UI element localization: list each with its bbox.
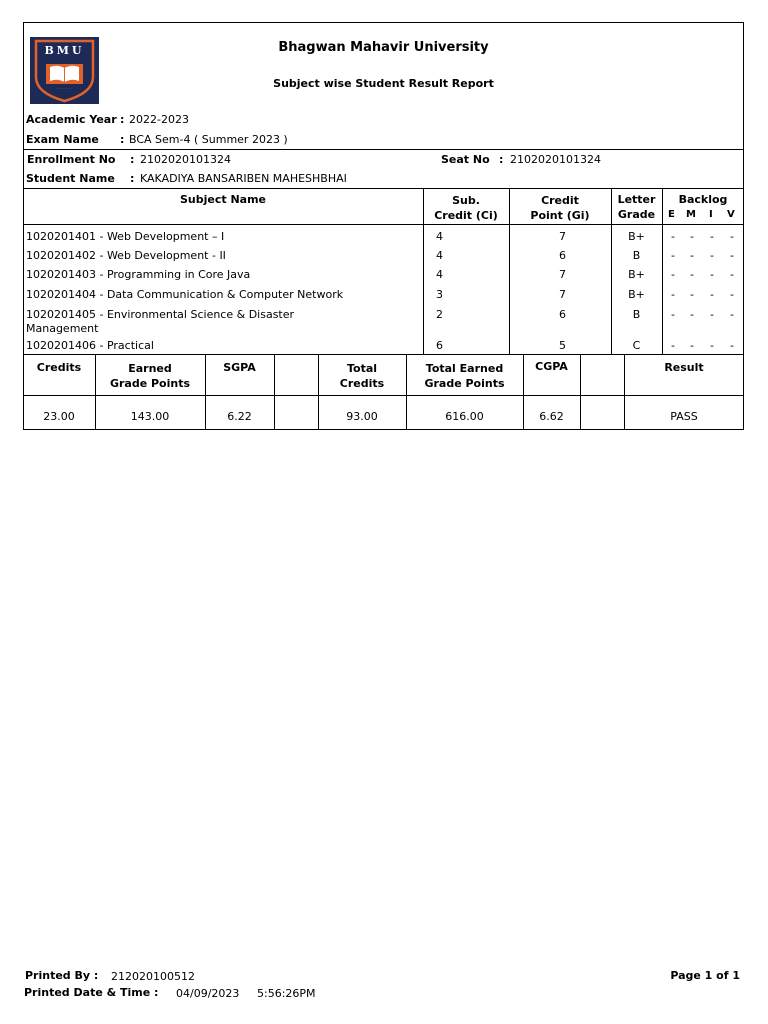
subject-credit: 4 bbox=[436, 249, 443, 262]
backlog-m: - bbox=[690, 339, 694, 352]
credit-point-header bbox=[509, 193, 611, 223]
backlog-i: - bbox=[710, 268, 714, 281]
subject-grade: B+ bbox=[628, 268, 645, 281]
subject-credit-point: 7 bbox=[559, 268, 566, 281]
credit-point-header-line2: Point (Gi) bbox=[530, 209, 590, 222]
svg-text:· · · · · · · ·: · · · · · · · · bbox=[57, 86, 72, 90]
sub-credit-header-line2: Credit (Ci) bbox=[434, 209, 498, 222]
subject-grade: B bbox=[632, 249, 641, 262]
report-title: Subject wise Student Result Report bbox=[273, 77, 494, 90]
exam-name-value: BCA Sem-4 ( Summer 2023 ) bbox=[129, 133, 288, 146]
backlog-e: - bbox=[671, 249, 675, 262]
total-earned-value: 616.00 bbox=[445, 410, 484, 423]
printed-by-value: 212020100512 bbox=[111, 970, 195, 983]
backlog-m: - bbox=[690, 308, 694, 321]
enrollment-value: 2102020101324 bbox=[140, 153, 231, 166]
subject-credit: 4 bbox=[436, 268, 443, 281]
academic-year-label: Academic Year bbox=[26, 113, 117, 126]
sgpa-header: SGPA bbox=[223, 361, 256, 374]
result-header: Result bbox=[664, 361, 704, 374]
total-earned-header bbox=[406, 361, 523, 391]
total-credits-header-line2: Credits bbox=[339, 377, 385, 390]
divider bbox=[580, 354, 581, 430]
colon: : bbox=[120, 133, 125, 146]
academic-year-value: 2022-2023 bbox=[129, 113, 189, 126]
letter-grade-header-line2: Grade bbox=[617, 208, 656, 221]
sgpa-value: 6.22 bbox=[227, 410, 252, 423]
subject-credit: 2 bbox=[436, 308, 443, 321]
subject-name: 1020201404 - Data Communication & Computer Network bbox=[26, 288, 344, 301]
enrollment-label: Enrollment No bbox=[27, 153, 116, 166]
divider bbox=[23, 224, 744, 225]
sub-credit-header bbox=[423, 193, 509, 223]
total-earned-header-line1: Total Earned bbox=[425, 362, 504, 375]
backlog-e: - bbox=[671, 339, 675, 352]
backlog-e: - bbox=[671, 268, 675, 281]
subject-credit-point: 6 bbox=[559, 249, 566, 262]
subject-grade: B bbox=[632, 308, 641, 321]
backlog-m: - bbox=[690, 268, 694, 281]
backlog-v: - bbox=[730, 268, 734, 281]
backlog-i: - bbox=[710, 249, 714, 262]
subject-name: 1020201406 - Practical bbox=[26, 339, 154, 352]
exam-name-label: Exam Name bbox=[26, 133, 99, 146]
colon: : bbox=[130, 172, 135, 185]
earned-grade-points-header bbox=[95, 361, 205, 391]
divider bbox=[23, 188, 744, 189]
backlog-e-header: E bbox=[668, 209, 675, 220]
seat-label: Seat No bbox=[441, 153, 490, 166]
backlog-v-header: V bbox=[727, 209, 735, 220]
colon: : bbox=[120, 113, 125, 126]
sub-credit-header-line1: Sub. bbox=[452, 194, 480, 207]
backlog-m: - bbox=[690, 230, 694, 243]
backlog-v: - bbox=[730, 230, 734, 243]
credits-value: 23.00 bbox=[43, 410, 75, 423]
divider bbox=[23, 149, 744, 150]
letter-grade-header bbox=[611, 192, 662, 222]
total-earned-header-line2: Grade Points bbox=[424, 377, 505, 390]
backlog-i: - bbox=[710, 288, 714, 301]
backlog-i: - bbox=[710, 308, 714, 321]
subject-credit: 3 bbox=[436, 288, 443, 301]
subject-name: 1020201405 - Environmental Science & Disaster bbox=[26, 308, 295, 321]
backlog-m: - bbox=[690, 249, 694, 262]
subject-name: 1020201401 - Web Development – I bbox=[26, 230, 225, 243]
subject-name-header: Subject Name bbox=[179, 193, 267, 206]
backlog-v: - bbox=[730, 339, 734, 352]
backlog-i-header: I bbox=[709, 209, 713, 220]
subject-name-continued: Management bbox=[26, 322, 99, 335]
earned-grade-points-value: 143.00 bbox=[130, 410, 170, 423]
printed-date-value: 04/09/2023 bbox=[176, 987, 240, 1000]
backlog-i: - bbox=[710, 230, 714, 243]
university-name: Bhagwan Mahavir University bbox=[278, 40, 489, 55]
subject-grade: B+ bbox=[628, 230, 645, 243]
student-name-value: KAKADIYA BANSARIBEN MAHESHBHAI bbox=[140, 172, 347, 185]
student-name-label: Student Name bbox=[26, 172, 115, 185]
backlog-v: - bbox=[730, 308, 734, 321]
subject-name: 1020201402 - Web Development - II bbox=[26, 249, 226, 262]
earned-header-line2: Grade Points bbox=[109, 377, 191, 390]
divider bbox=[274, 354, 275, 430]
colon: : bbox=[130, 153, 135, 166]
subject-grade: B+ bbox=[628, 288, 645, 301]
colon: : bbox=[499, 153, 504, 166]
divider bbox=[23, 354, 744, 355]
cgpa-header: CGPA bbox=[535, 360, 568, 373]
backlog-e: - bbox=[671, 288, 675, 301]
backlog-m-header: M bbox=[686, 209, 696, 220]
subject-credit-point: 6 bbox=[559, 308, 566, 321]
backlog-i: - bbox=[710, 339, 714, 352]
total-credits-header-line1: Total bbox=[346, 362, 378, 375]
printed-date-label: Printed Date & Time : bbox=[24, 986, 159, 999]
subject-name: 1020201403 - Programming in Core Java bbox=[26, 268, 251, 281]
result-value: PASS bbox=[670, 410, 698, 423]
divider bbox=[662, 188, 663, 354]
subject-credit-point: 5 bbox=[559, 339, 566, 352]
backlog-v: - bbox=[730, 249, 734, 262]
earned-header-line1: Earned bbox=[128, 362, 172, 375]
credits-header: Credits bbox=[36, 361, 82, 374]
total-credits-header bbox=[318, 361, 406, 391]
seat-value: 2102020101324 bbox=[510, 153, 601, 166]
subject-credit-point: 7 bbox=[559, 288, 566, 301]
subject-credit: 6 bbox=[436, 339, 443, 352]
backlog-e: - bbox=[671, 230, 675, 243]
logo-text: BMU bbox=[44, 44, 85, 57]
page-number: Page 1 of 1 bbox=[670, 969, 740, 982]
credit-point-header-line1: Credit bbox=[541, 194, 579, 207]
printed-time-value: 5:56:26PM bbox=[257, 987, 316, 1000]
letter-grade-header-line1: Letter bbox=[617, 193, 656, 206]
printed-by-label: Printed By : bbox=[25, 969, 99, 982]
subject-credit: 4 bbox=[436, 230, 443, 243]
total-credits-value: 93.00 bbox=[346, 410, 378, 423]
subject-credit-point: 7 bbox=[559, 230, 566, 243]
backlog-m: - bbox=[690, 288, 694, 301]
backlog-header: Backlog bbox=[678, 193, 728, 206]
backlog-e: - bbox=[671, 308, 675, 321]
divider bbox=[23, 395, 744, 396]
backlog-v: - bbox=[730, 288, 734, 301]
cgpa-value: 6.62 bbox=[539, 410, 564, 423]
subject-grade: C bbox=[632, 339, 641, 352]
